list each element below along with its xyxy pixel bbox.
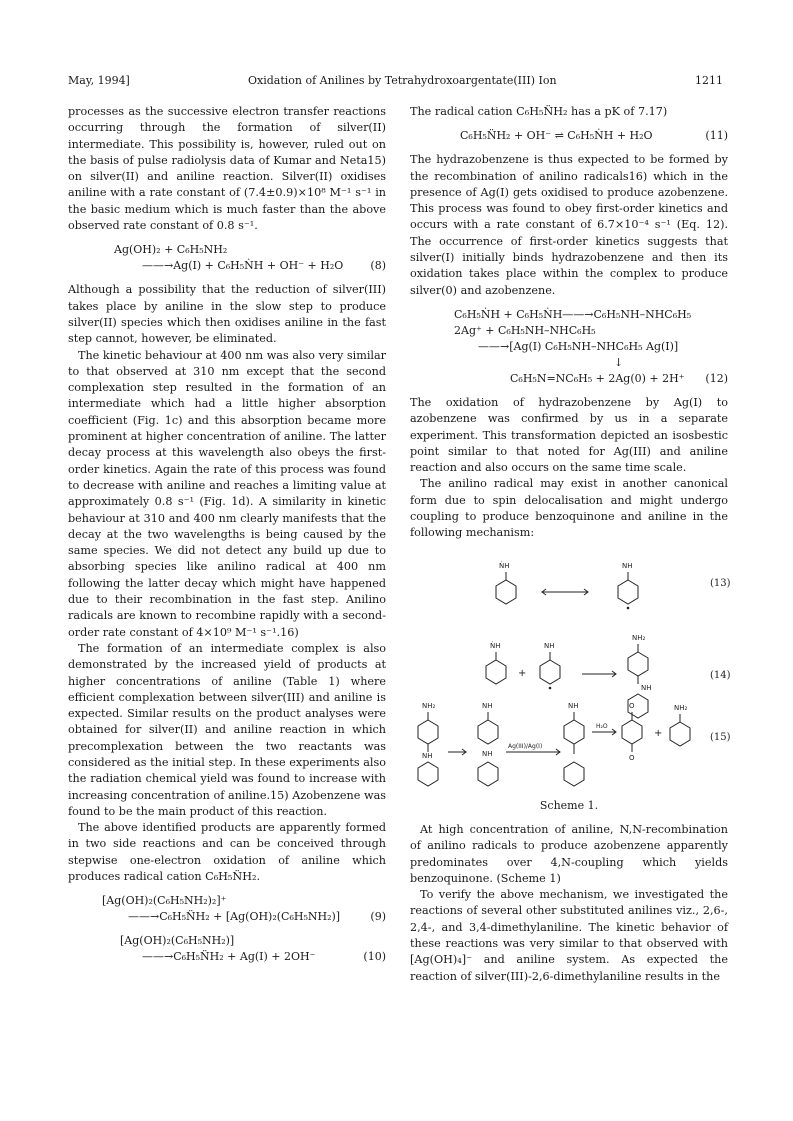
equation-line: C₆H₅N=NC₆H₅ + 2Ag(0) + 2H⁺ (510, 371, 685, 385)
nh2-label: NH₂ (632, 633, 646, 642)
nh-label: NH (641, 683, 652, 692)
equation-number-15: (15) (710, 731, 731, 743)
equation-line: 2Ag⁺ + C₆H₅NH–NHC₆H₅ (454, 323, 596, 337)
paragraph: The anilino radical may exist in another canonical form due to spin delocalisation and might undergo coupling to produce benzoquinone and aniline in the following mechanism: (410, 477, 728, 540)
right-column (410, 104, 731, 985)
quinoid-ring (618, 572, 638, 609)
nh-label: NH (482, 749, 493, 758)
running-header-left: May, 1994] (68, 74, 130, 87)
equation-11 (410, 128, 728, 144)
nh-label: NH (544, 641, 555, 650)
nh2-label: NH₂ (422, 701, 436, 710)
paragraph: The radical cation C₆H₅N̈H₂ has a pK of 7.17) (410, 105, 668, 118)
paragraph: Although a possibility that the reduction of silver(III) takes place by aniline in the slow step to produce silver(II) species which then oxidises aniline in the fast step cannot, however, be eliminated. (68, 283, 386, 346)
equation-line: [Ag(OH)₂(C₆H₅NH₂)₂]⁺ (102, 894, 227, 908)
paragraph: At high concentration of aniline, N,N-recombination of anilino radicals to produce azobenzene apparently predominates over 4,N-coupling which yields benzoquinone. (Scheme 1) (410, 822, 728, 885)
paragraph: The formation of an intermediate complex is also demonstrated by the increased yield of products at higher concentrations of aniline (Table 1) where efficient complexation between silver(III) and aniline is expected. Similar results on the product analyses were obtained for silver(II) and aniline reaction in which precomplexation between the two reactants was considered as the initial step. In these experiments also the radiation chemical yield was found to increase with increasing concentration of aniline.15) Azobenzene was found to be the main product of this reaction. (68, 641, 386, 818)
quinoid-ring (540, 652, 560, 689)
equation-8 (68, 242, 386, 274)
nh-dot-label: ṄH (490, 641, 501, 650)
oxygen-label: O (629, 753, 635, 762)
nh-label: NH (568, 701, 579, 710)
equation-number: (12) (705, 371, 728, 385)
equation-number-13: (13) (710, 577, 731, 589)
plus-sign: + (518, 667, 527, 679)
equation-line: [Ag(OH)₂(C₆H₅NH₂)] (120, 934, 235, 948)
equation-line: ——→Ag(I) + C₆H₅ṄH + OH⁻ + H₂O (142, 259, 344, 273)
equation-line: ↓ (614, 355, 624, 369)
plus-sign: + (654, 727, 663, 739)
paragraph: The hydrazobenzene is thus expected to be formed by the recombination of anilino radicals16) which in the presence of Ag(I) gets oxidised to produce azobenzene. This process was found to obey first-order kinetics and occurs with a rate constant of 6.7×10⁻⁴ s⁻¹ (Eq. 12). The occurrence of first-order kinetics suggests that silver(I) initially binds hydrazobenzene and then its oxidation takes place within the complex to produce silver(0) and azobenzene. (410, 153, 728, 297)
paragraph: The above identified products are apparently formed in two side reactions and can be conceived through stepwise one-electron oxidation of aniline which produces radical cation C₆H₅N̈H₂. (68, 821, 386, 884)
paragraph: To verify the above mechanism, we investigated the reactions of several other substituted anilines viz., 2,6-, 2,4-, and 3,4-dimethylaniline. The kinetic behavior of these reactions was very similar to that observed with [Ag(OH)₄]⁻ and aniline system. As expected the reaction of silver(III)-2,6-dimethylaniline results in the (410, 888, 728, 983)
equation-12 (410, 307, 728, 387)
equation-line: C₆H₅ṄH + C₆H₅ṄH——→C₆H₅NH–NHC₆H₅ (454, 307, 692, 321)
left-column (68, 104, 386, 965)
benzoquinone-structure (622, 712, 642, 752)
page-number: 1211 (695, 74, 723, 87)
benzene-ring (496, 572, 516, 604)
paragraph: processes as the successive electron transfer reactions occurring through the formation of silver(II) intermediate. This possibility is, however, ruled out on the basis of pulse radiolysis data of Kumar and Neta15) on silver(II) and aniline reaction. Silver(II) oxidises aniline with a rate constant of (7.4±0.9)×10⁸ M⁻¹ s⁻¹ in the basic medium which is much faster than the above observed rate constant of 0.8 s⁻¹. (68, 105, 386, 233)
equation-number-14: (14) (710, 669, 731, 681)
nh-dot-label: ṄH (499, 561, 510, 570)
scheme-1 (410, 542, 731, 792)
equation-line: C₆H₅N̈H₂ + OH⁻ ⇌ C₆H₅ṄH + H₂O (460, 129, 653, 143)
imine-structure (478, 712, 498, 786)
scheme-caption: Scheme 1. (539, 798, 599, 812)
equation-10 (68, 933, 386, 965)
running-header-title: Oxidation of Anilines by Tetrahydroxoargentate(III) Ion (248, 74, 557, 87)
water-label: H₂O (596, 722, 608, 730)
nh-label: NH (422, 751, 433, 760)
reaction-scheme (410, 542, 731, 792)
arrow (448, 749, 466, 755)
equation-line: Ag(OH)₂ + C₆H₅NH₂ (114, 243, 228, 257)
benzene-ring (486, 652, 506, 684)
diphenylamine-structure (418, 712, 438, 786)
nh-label: NH (482, 701, 493, 710)
equation-line: ——→[Ag(I) C₆H₅NH–NHC₆H₅ Ag(I)] (478, 339, 679, 353)
oxygen-label: O (629, 701, 635, 710)
equation-number: (11) (705, 129, 728, 143)
nh-label: NH (622, 561, 633, 570)
equation-number: (10) (363, 950, 386, 964)
equation-line: ——→C₆H₅N̈H₂ + Ag(I) + 2OH⁻ (142, 950, 316, 964)
equation-number: (8) (370, 259, 386, 273)
quinone-imine-structure (564, 712, 584, 786)
equation-number: (9) (370, 910, 386, 924)
double-arrow (542, 589, 588, 595)
equation-9 (68, 893, 386, 925)
reagent-label: Ag(III)/Ag(I) (508, 742, 543, 750)
paragraph: The kinetic behaviour at 400 nm was also very similar to that observed at 310 nm except that the second complexation step resulted in the formation of an intermediate which had a little higher absorption coefficient (Fig. 1c) and this absorption became more prominent at higher concentration of aniline. The latter decay process at this wavelength also obeys the first-order kinetics. Again the rate of this process was found to decrease with aniline and reaches a limiting value at approximately 0.8 s⁻¹ (Fig. 1d). A similarity in kinetic behaviour at 310 and 400 nm clearly manifests that the decay at the two wavelengths is being caused by the same species. We did not detect any build up due to absorbing species like anilino radical at 400 nm following the latter decay which might have happened due to their recombination in the fast step. Anilino radicals are known to recombine rapidly with a second-order rate constant of 4×10⁹ M⁻¹ s⁻¹.16) (68, 348, 386, 639)
paragraph: The oxidation of hydrazobenzene by Ag(I) to azobenzene was confirmed by us in a separate experiment. This transformation depicted an isosbestic point similar to that noted for Ag(III) and aniline reaction and also occurs on the same time scale. (410, 395, 728, 475)
arrow (582, 671, 616, 677)
aniline-structure (670, 714, 690, 746)
nh2-label: NH₂ (674, 703, 688, 712)
equation-line: ——→C₆H₅N̈H₂ + [Ag(OH)₂(C₆H₅NH₂)] (128, 910, 341, 924)
